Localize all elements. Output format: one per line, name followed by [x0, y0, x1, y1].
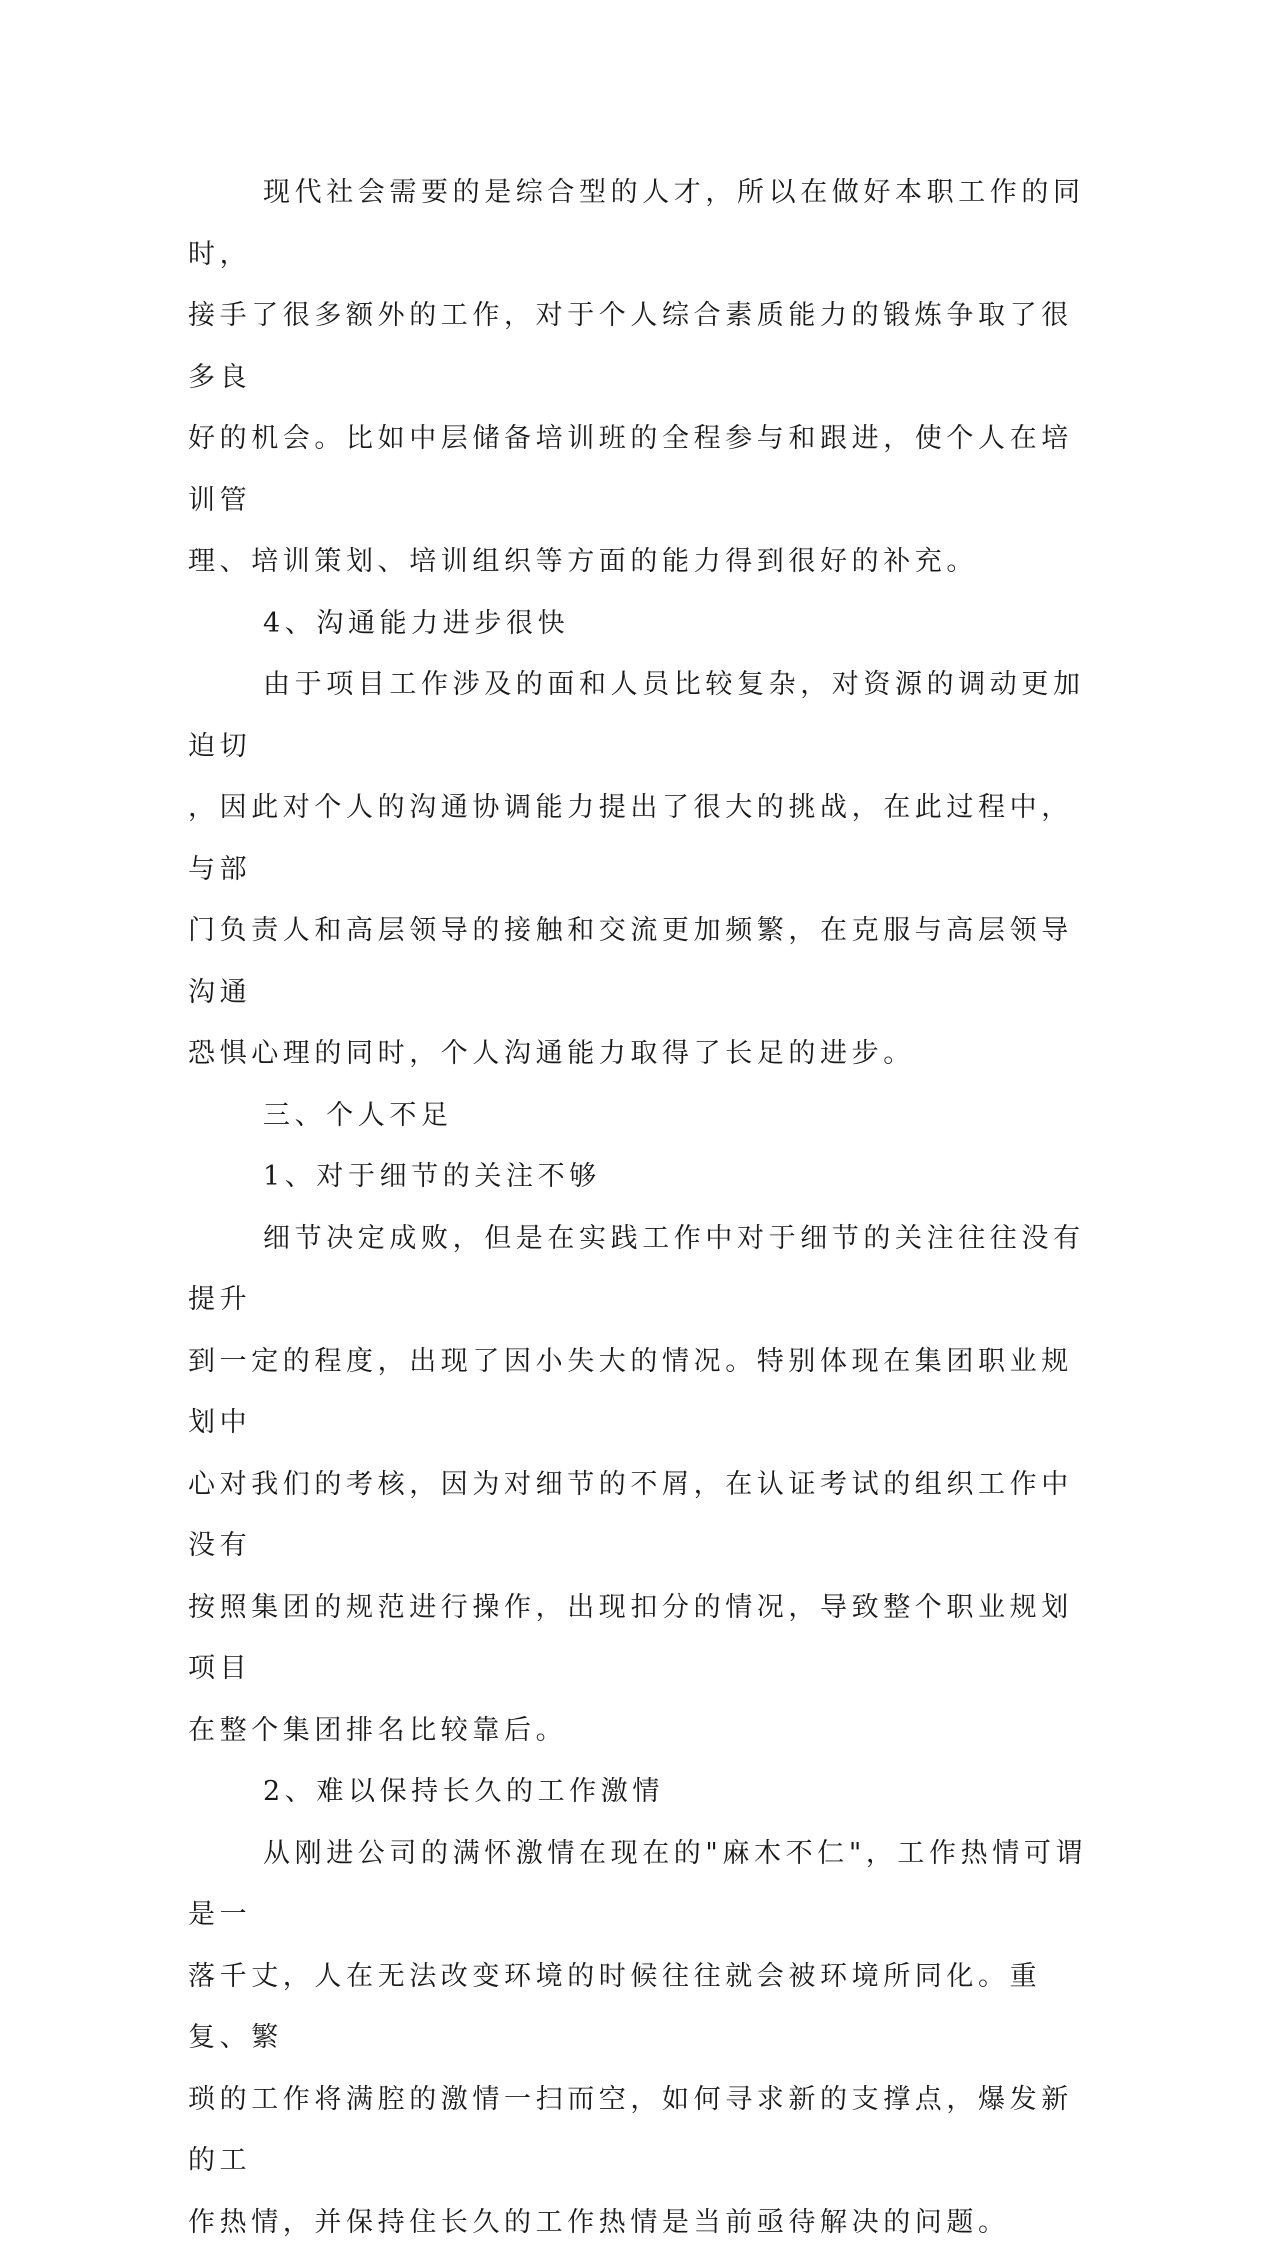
- text-line: 琐的工作将满腔的激情一扫而空，如何寻求新的支撑点，爆发新的工: [188, 2084, 1073, 2177]
- text-line: 4、沟通能力进步很快: [263, 608, 569, 639]
- section-heading-shortcomings: [188, 1085, 1088, 1147]
- text-line: 落千丈，人在无法改变环境的时候往往就会被环境所同化。重复、繁: [188, 1961, 1041, 2054]
- paragraph-details: [188, 1208, 1088, 1762]
- text-line: 好的机会。比如中层储备培训班的全程参与和跟进，使个人在培训管: [188, 423, 1073, 516]
- text-line: 理、培训策划、培训组织等方面的能力得到很好的补充。: [188, 546, 978, 577]
- text-line: 接手了很多额外的工作，对于个人综合素质能力的锻炼争取了很多良: [188, 300, 1073, 393]
- heading-communication: [188, 593, 1088, 655]
- text-line: 2、难以保持长久的工作激情: [263, 1776, 664, 1807]
- text-line: ，因此对个人的沟通协调能力提出了很大的挑战，在此过程中，与部: [188, 792, 1073, 885]
- text-line: 细节决定成败，但是在实践工作中对于细节的关注往往没有提升: [188, 1223, 1085, 1316]
- paragraph-communication: [188, 654, 1088, 1085]
- paragraph-passion: [188, 1823, 1088, 2253]
- heading-details: [188, 1146, 1088, 1208]
- text-line: 按照集团的规范进行操作，出现扣分的情况，导致整个职业规划项目: [188, 1592, 1073, 1685]
- text-line: 在整个集团排名比较靠后。: [188, 1715, 567, 1746]
- paragraph-comprehensive-talent: [188, 162, 1088, 593]
- text-line: 三、个人不足: [263, 1100, 453, 1131]
- text-line: 门负责人和高层领导的接触和交流更加频繁，在克服与高层领导沟通: [188, 915, 1073, 1008]
- heading-passion: [188, 1761, 1088, 1823]
- text-line: 恐惧心理的同时，个人沟通能力取得了长足的进步。: [188, 1038, 915, 1069]
- text-line: 从刚进公司的满怀激情在现在的"麻木不仁"，工作热情可谓是一: [188, 1838, 1087, 1931]
- text-line: 现代社会需要的是综合型的人才，所以在做好本职工作的同时，: [188, 177, 1085, 270]
- document-body: [188, 162, 1088, 2253]
- text-line: 1、对于细节的关注不够: [263, 1161, 601, 1192]
- text-line: 由于项目工作涉及的面和人员比较复杂，对资源的调动更加迫切: [188, 669, 1085, 762]
- text-line: 到一定的程度，出现了因小失大的情况。特别体现在集团职业规划中: [188, 1346, 1073, 1439]
- text-line: 心对我们的考核，因为对细节的不屑，在认证考试的组织工作中没有: [188, 1469, 1073, 1562]
- text-line: 作热情，并保持住长久的工作热情是当前亟待解决的问题。: [188, 2207, 1010, 2238]
